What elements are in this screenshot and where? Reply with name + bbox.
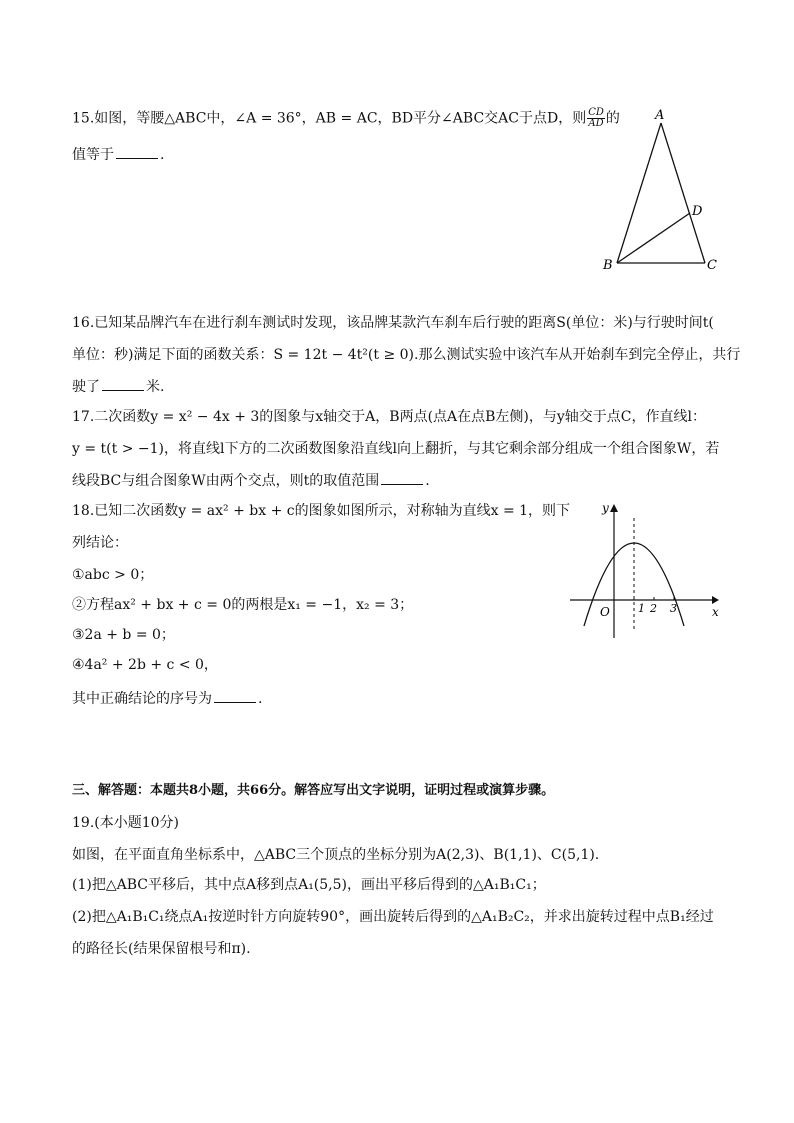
triangle-figure: [595, 105, 725, 275]
section-heading: 三、解答题：本题共8小题，共66分。解答应写出文字说明，证明过程或演算步骤。: [72, 783, 555, 798]
q15-line1-end: 的: [605, 110, 620, 127]
q17-line3: [72, 472, 430, 490]
q18-choice-2: ②方程ax² + bx + c = 0的两根是x₁ = −1，x₂ = 3；: [72, 597, 414, 613]
segment-bd: [617, 213, 690, 263]
q18-answer-end: .: [258, 691, 263, 707]
q17-line3-end: .: [425, 473, 430, 489]
q15-line1: [72, 108, 620, 129]
q15-fraction-den: AD: [588, 118, 604, 129]
q17-line2: y = t(t > −1)，将直线l下方的二次函数图象沿直线l向上翻折，与其它剩余部分组成一个组合图象W，若: [72, 441, 720, 457]
answer-blank: [214, 701, 256, 703]
q19-title: 19.(本小题10分): [72, 815, 180, 831]
q19-line2: (1)把△ABC平移后，其中点A移到点A₁(5,5)，画出平移后得到的△A₁B₁C₁；: [72, 877, 546, 893]
q18-answer-text: 其中正确结论的序号为: [72, 691, 212, 707]
q17-line3-text: 线段BC与组合图象W由两个交点，则t的取值范围: [72, 473, 380, 489]
x-tick-label-1: 1: [638, 602, 645, 615]
q18-choice-3: ③2a + b = 0；: [72, 627, 175, 643]
q18-line1: 18.已知二次函数y = ax² + bx + c的图象如图所示，对称轴为直线x = 1，则下: [72, 503, 571, 519]
x-axis-label: x: [712, 605, 719, 619]
y-axis-arrow-icon: [610, 504, 618, 512]
vertex-label-d: D: [692, 204, 703, 219]
vertex-label-c: C: [707, 258, 717, 273]
answer-blank: [116, 157, 158, 159]
x-tick-label-3: 3: [670, 602, 677, 615]
parabola-graph: [566, 498, 724, 643]
q18-answer: [72, 690, 262, 708]
q15-line2-text: 值等于: [72, 147, 114, 163]
answer-blank: [381, 483, 423, 485]
q19-line3: (2)把△A₁B₁C₁绕点A₁按逆时针方向旋转90°，画出旋转后得到的△A₁B₂C₂，并求出旋转过程中点B₁经过: [72, 909, 714, 925]
vertex-label-b: B: [603, 258, 613, 273]
q15-line2-end: .: [160, 147, 165, 163]
y-axis-label: y: [602, 501, 609, 515]
q15-line2: [72, 146, 164, 164]
q15-fraction-num: CD: [588, 107, 604, 118]
q16-line2: 单位：秒)满足下面的函数关系：S = 12t − 4t²(t ≥ 0).那么测试实验中该汽车从开始刹车到完全停止，共行: [72, 347, 741, 363]
q18-choice-4: ④4a² + 2b + c < 0，: [72, 657, 218, 673]
x-tick-label-2: 2: [650, 602, 657, 615]
origin-label: O: [600, 605, 610, 619]
q18-line2: 列结论：: [72, 535, 128, 551]
q16-line3-text: 驶了: [72, 379, 100, 395]
answer-blank: [102, 389, 144, 391]
q18-choice-1: ①abc > 0；: [72, 567, 154, 583]
q19-line4: 的路径长(结果保留根号和π).: [72, 941, 251, 957]
q16-line1: 16.已知某品牌汽车在进行刹车测试时发现，该品牌某款汽车刹车后行驶的距离S(单位：米)与行驶时间t(: [72, 315, 714, 331]
side-ac: [661, 123, 705, 263]
side-ab: [617, 123, 661, 263]
x-axis-arrow-icon: [712, 596, 719, 604]
q16-line3: [72, 378, 164, 396]
q16-line3-end: 米.: [146, 379, 165, 395]
vertex-label-a: A: [655, 108, 665, 123]
q15-line1-text: 15.如图，等腰△ABC中，∠A = 36°，AB = AC，BD平分∠ABC交AC于点D，则: [72, 110, 587, 127]
q17-line1: 17.二次函数y = x² − 4x + 3的图象与x轴交于A，B两点(点A在点B左侧)，与y轴交于点C，作直线l：: [72, 409, 706, 425]
q19-line1: 如图，在平面直角坐标系中，△ABC三个顶点的坐标分别为A(2,3)、B(1,1)、C(5,1).: [72, 847, 600, 863]
